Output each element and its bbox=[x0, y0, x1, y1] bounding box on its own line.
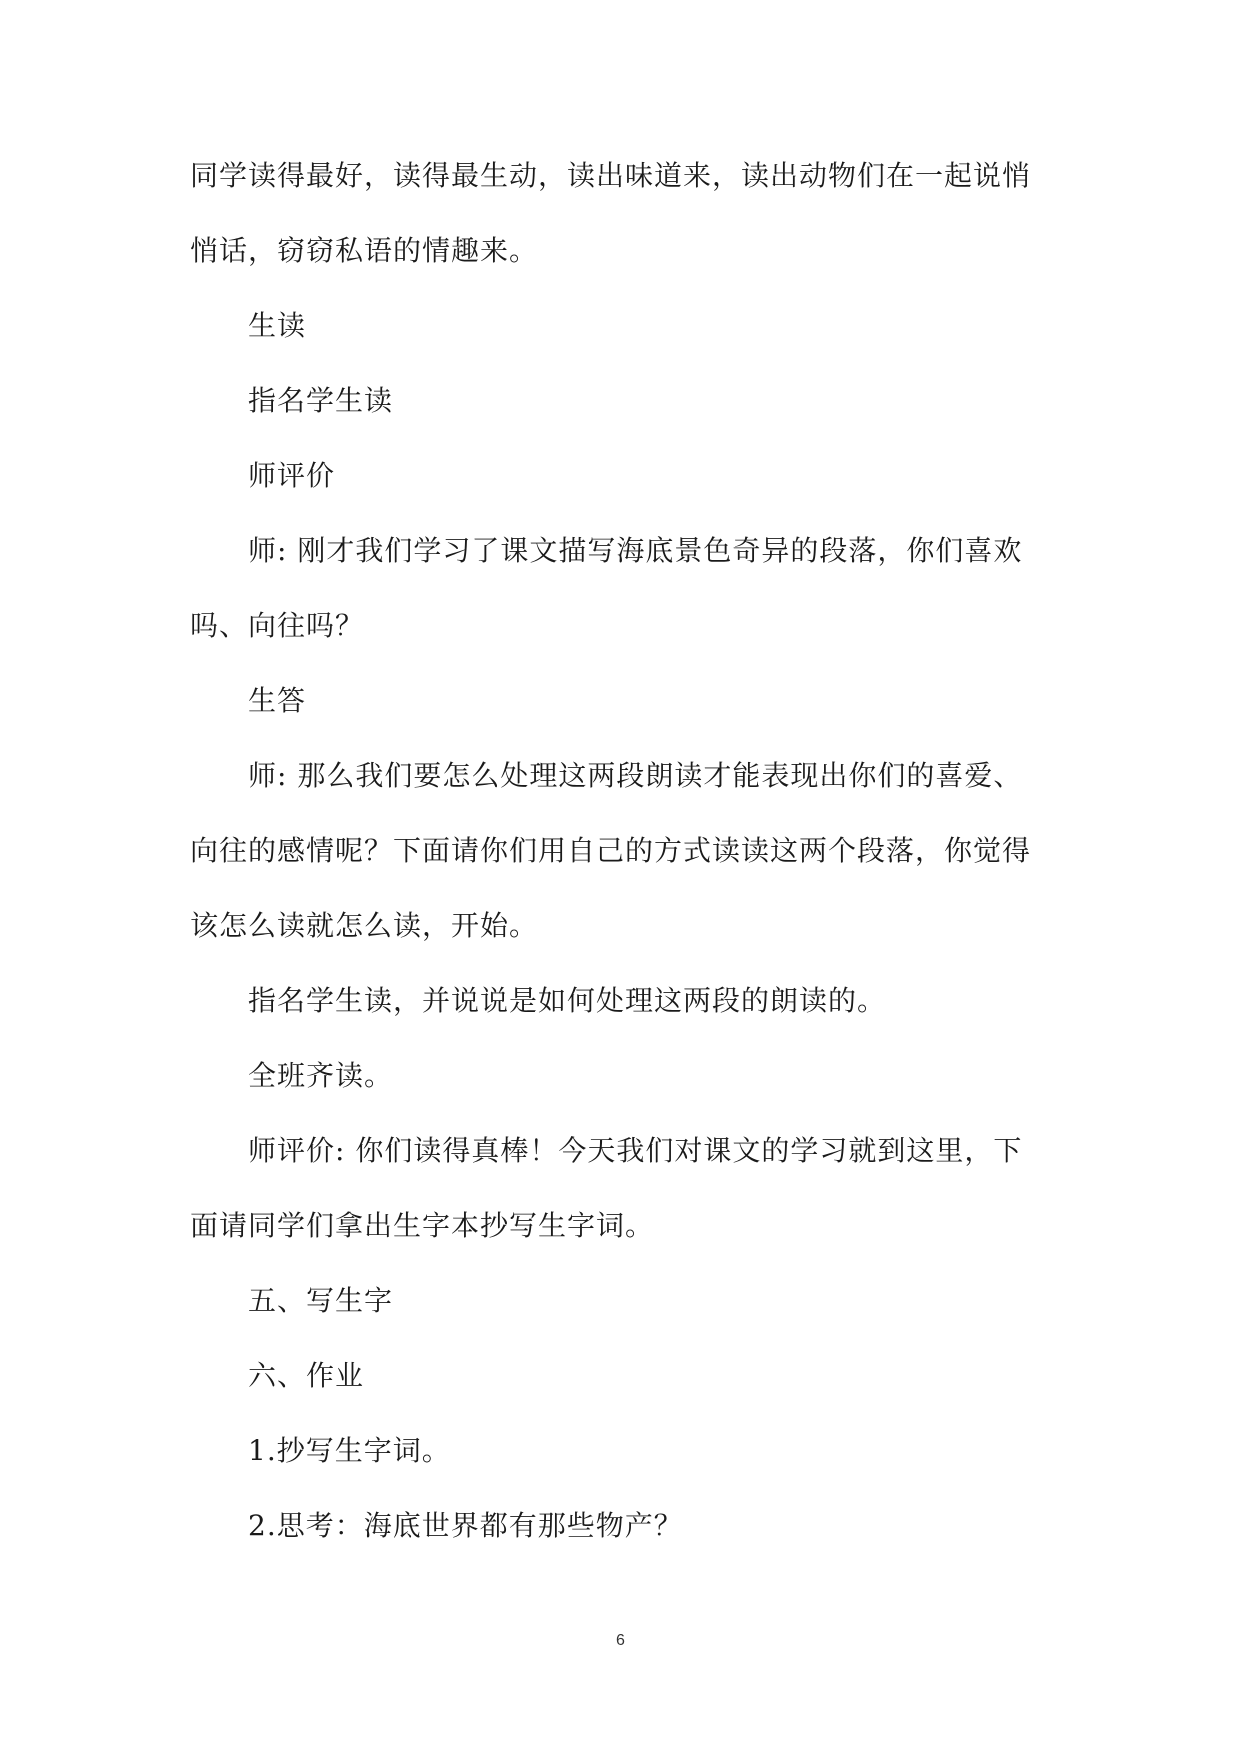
paragraph: 师评价 bbox=[248, 459, 336, 492]
document-body bbox=[190, 138, 1050, 1563]
paragraph: 全班齐读。 bbox=[248, 1059, 394, 1092]
paragraph: 师: 刚才我们学习了课文描写海底景色奇异的段落，你们喜欢吗、向往吗？ bbox=[190, 534, 1023, 642]
paragraph: 同学读得最好，读得最生动，读出味道来，读出动物们在一起说悄悄话，窃窃私语的情趣来。 bbox=[190, 159, 1032, 267]
page-number: 6 bbox=[616, 1632, 625, 1649]
list-item: 2.思考：海底世界都有那些物产？ bbox=[248, 1509, 683, 1542]
paragraph: 生答 bbox=[248, 684, 307, 717]
section-heading: 六、作业 bbox=[248, 1359, 365, 1392]
paragraph: 师评价: 你们读得真棒！今天我们对课文的学习就到这里，下面请同学们拿出生字本抄写生字词。 bbox=[190, 1134, 1023, 1242]
paragraph: 生读 bbox=[248, 309, 307, 342]
paragraph: 指名学生读 bbox=[248, 384, 394, 417]
paragraph: 师: 那么我们要怎么处理这两段朗读才能表现出你们的喜爱、向往的感情呢？下面请你们用自己的方式读读这两个段落，你觉得该怎么读就怎么读，开始。 bbox=[190, 759, 1032, 942]
paragraph: 指名学生读，并说说是如何处理这两段的朗读的。 bbox=[248, 984, 887, 1017]
section-heading: 五、写生字 bbox=[248, 1284, 394, 1317]
list-item: 1.抄写生字词。 bbox=[248, 1434, 451, 1467]
